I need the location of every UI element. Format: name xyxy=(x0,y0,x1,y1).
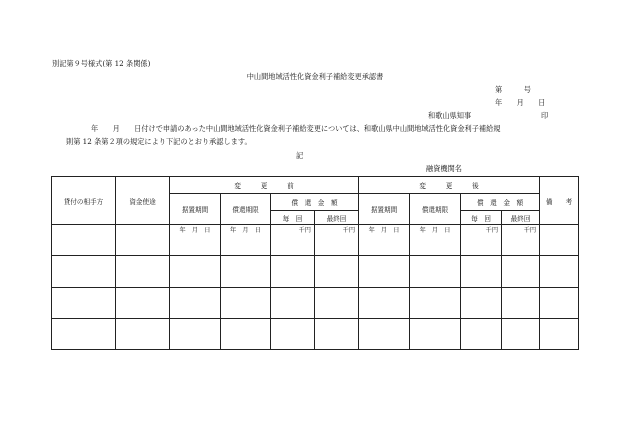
before-per-payment-cell[interactable]: 千円 xyxy=(271,225,315,256)
after-per-payment-cell[interactable] xyxy=(461,287,502,318)
after-repayment-period-cell[interactable]: 年 月 日 xyxy=(410,225,461,256)
borrower-cell[interactable] xyxy=(52,287,116,318)
header-row-1 xyxy=(52,177,579,194)
before-final-payment-cell[interactable] xyxy=(315,256,359,287)
before-per-payment-cell[interactable] xyxy=(271,318,315,349)
before-final-payment-cell[interactable] xyxy=(315,287,359,318)
after-repayment-period-cell[interactable] xyxy=(410,287,461,318)
before-repayment-period-cell[interactable] xyxy=(221,287,271,318)
after-deferment-cell[interactable] xyxy=(359,287,410,318)
table-row xyxy=(52,318,579,349)
after-per-payment-cell[interactable] xyxy=(461,256,502,287)
institution-label: 融資機関名 xyxy=(426,164,462,173)
body-text-line2: 則第 12 条第２項の規定により下記のとおり承認します。 xyxy=(66,137,252,146)
borrower-cell[interactable] xyxy=(52,318,116,349)
borrower-cell[interactable] xyxy=(52,256,116,287)
after-final-payment-cell[interactable] xyxy=(502,287,540,318)
after-final-payment-header: 最終回 xyxy=(502,211,540,225)
before-deferment-cell[interactable]: 年 月 日 xyxy=(170,225,221,256)
before-per-payment-cell[interactable] xyxy=(271,256,315,287)
remarks-cell[interactable] xyxy=(540,287,579,318)
before-repayment-period-cell[interactable]: 年 月 日 xyxy=(221,225,271,256)
before-deferment-header: 据置期間 xyxy=(170,194,221,225)
table-row xyxy=(52,225,579,256)
borrower-header: 貸付の相手方 xyxy=(52,177,116,225)
purpose-cell[interactable] xyxy=(116,225,170,256)
after-final-payment-cell[interactable]: 千円 xyxy=(502,225,540,256)
issuer-name: 和歌山県知事 xyxy=(428,111,472,120)
before-repayment-amount-header: 償 還 金 額 xyxy=(271,194,359,211)
before-final-payment-cell[interactable]: 千円 xyxy=(315,225,359,256)
after-per-payment-cell[interactable] xyxy=(461,318,502,349)
before-per-payment-cell[interactable] xyxy=(271,287,315,318)
after-final-payment-cell[interactable] xyxy=(502,256,540,287)
before-change-header: 変 更 前 xyxy=(170,177,359,194)
table-row xyxy=(52,256,579,287)
before-repayment-period-cell[interactable] xyxy=(221,318,271,349)
after-deferment-cell[interactable] xyxy=(359,256,410,287)
body-text-line1: 年 月 日付けで申請のあった中山間地域活性化資金利子補給変更については、和歌山県中山間地域活性化資金利子補給規 xyxy=(91,124,501,133)
seal-mark: 印 xyxy=(541,111,549,120)
before-repayment-period-header: 償還期限 xyxy=(221,194,271,225)
purpose-cell[interactable] xyxy=(116,256,170,287)
after-repayment-period-header: 償還期限 xyxy=(410,194,461,225)
before-final-payment-cell[interactable] xyxy=(315,318,359,349)
purpose-header: 資金使途 xyxy=(116,177,170,225)
after-change-header: 変 更 後 xyxy=(359,177,540,194)
after-per-payment-cell[interactable]: 千円 xyxy=(461,225,502,256)
remarks-cell[interactable] xyxy=(540,318,579,349)
remarks-cell[interactable] xyxy=(540,225,579,256)
before-deferment-cell[interactable] xyxy=(170,287,221,318)
after-repayment-period-cell[interactable] xyxy=(410,318,461,349)
after-repayment-period-cell[interactable] xyxy=(410,256,461,287)
purpose-cell[interactable] xyxy=(116,287,170,318)
purpose-cell[interactable] xyxy=(116,318,170,349)
change-table xyxy=(51,176,579,350)
ki-heading: 記 xyxy=(296,151,304,160)
after-per-payment-header: 毎 回 xyxy=(461,211,502,225)
table-row xyxy=(52,287,579,318)
after-final-payment-cell[interactable] xyxy=(502,318,540,349)
after-deferment-header: 据置期間 xyxy=(359,194,410,225)
form-label: 別記第９号様式(第 12 条関係) xyxy=(52,59,151,68)
document-number: 第 号 xyxy=(495,85,531,94)
borrower-cell[interactable] xyxy=(52,225,116,256)
before-deferment-cell[interactable] xyxy=(170,256,221,287)
after-repayment-amount-header: 償 還 金 額 xyxy=(461,194,540,211)
before-per-payment-header: 毎 回 xyxy=(271,211,315,225)
before-final-payment-header: 最終回 xyxy=(315,211,359,225)
before-repayment-period-cell[interactable] xyxy=(221,256,271,287)
remarks-header: 備 考 xyxy=(540,177,579,225)
document-date: 年 月 日 xyxy=(495,98,546,107)
remarks-cell[interactable] xyxy=(540,256,579,287)
before-deferment-cell[interactable] xyxy=(170,318,221,349)
after-deferment-cell[interactable]: 年 月 日 xyxy=(359,225,410,256)
document-title: 中山間地域活性化資金利子補給変更承認書 xyxy=(246,72,384,81)
after-deferment-cell[interactable] xyxy=(359,318,410,349)
